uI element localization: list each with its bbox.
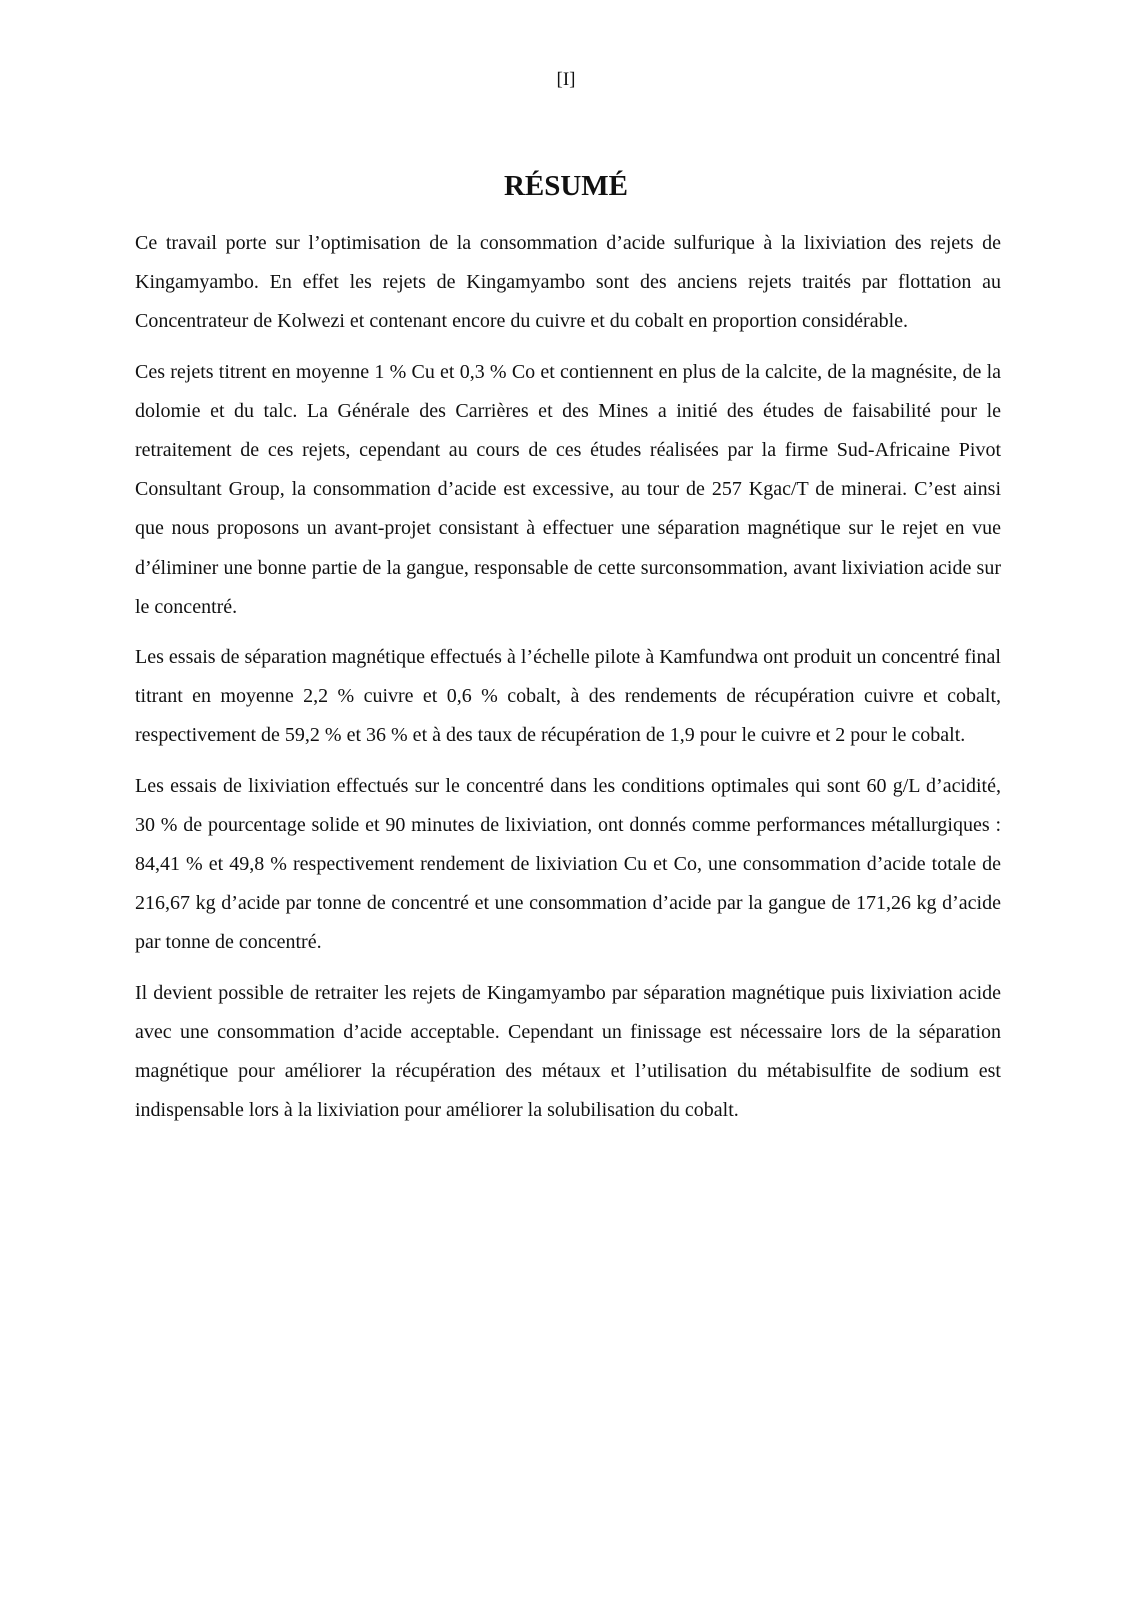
page-title: RÉSUMÉ: [503, 170, 629, 202]
paragraph-5: Il devient possible de retraiter les rejets de Kingamyambo par séparation magnétique puis lixiviation acide avec une consommation d’acide acceptable. Cependant un finissage est nécessaire lors de la séparation magnétique pour améliorer la récupération des métaux et l’utilisation du métabisulfite de sodium est indispensable lors à la lixiviation pour améliorer la solubilisation du cobalt.: [135, 981, 1001, 1122]
paragraph-3: Les essais de séparation magnétique effectués à l’échelle pilote à Kamfundwa ont produit un concentré final titrant en moyenne 2,2 % cuivre et 0,6 % cobalt, à des rendements de récupération cuivre et cobalt, respectivement de 59,2 % et 36 % et à des taux de récupération de 1,9 pour le cuivre et 2 pour le cobalt.: [135, 646, 1001, 747]
paragraph-4: Les essais de lixiviation effectués sur le concentré dans les conditions optimales qui sont 60 g/L d’acidité, 30 % de pourcentage solide et 90 minutes de lixiviation, ont donnés comme performances métallurgiques : 84,41 % et 49,8 % respectivement rendement de lixiviation Cu et Co, une consommation d’acide totale de 216,67 kg d’acide par tonne de concentré et une consommation d’acide par la gangue de 171,26 kg d’acide par tonne de concentré.: [135, 774, 1001, 954]
page-number: [I]: [556, 69, 576, 90]
paragraph-1: Ce travail porte sur l’optimisation de la consommation d’acide sulfurique à la lixiviation des rejets de Kingamyambo. En effet les rejets de Kingamyambo sont des anciens rejets traités par flottation au Concentrateur de Kolwezi et contenant encore du cuivre et du cobalt en proportion considérable.: [135, 232, 1001, 333]
paragraph-2: Ces rejets titrent en moyenne 1 % Cu et 0,3 % Co et contiennent en plus de la calcite, de la magnésite, de la dolomie et du talc. La Générale des Carrières et des Mines a initié des études de faisabilité pour le retraitement de ces rejets, cependant au cours de ces études réalisées par la firme Sud-Africaine Pivot Consultant Group, la consommation d’acide est excessive, au tour de 257 Kgac/T de minerai. C’est ainsi que nous proposons un avant-projet consistant à effectuer une séparation magnétique sur le rejet en vue d’éliminer une bonne partie de la gangue, responsable de cette surconsommation, avant lixiviation acide sur le concentré.: [135, 360, 1001, 618]
abstract-body: [135, 224, 1001, 1141]
